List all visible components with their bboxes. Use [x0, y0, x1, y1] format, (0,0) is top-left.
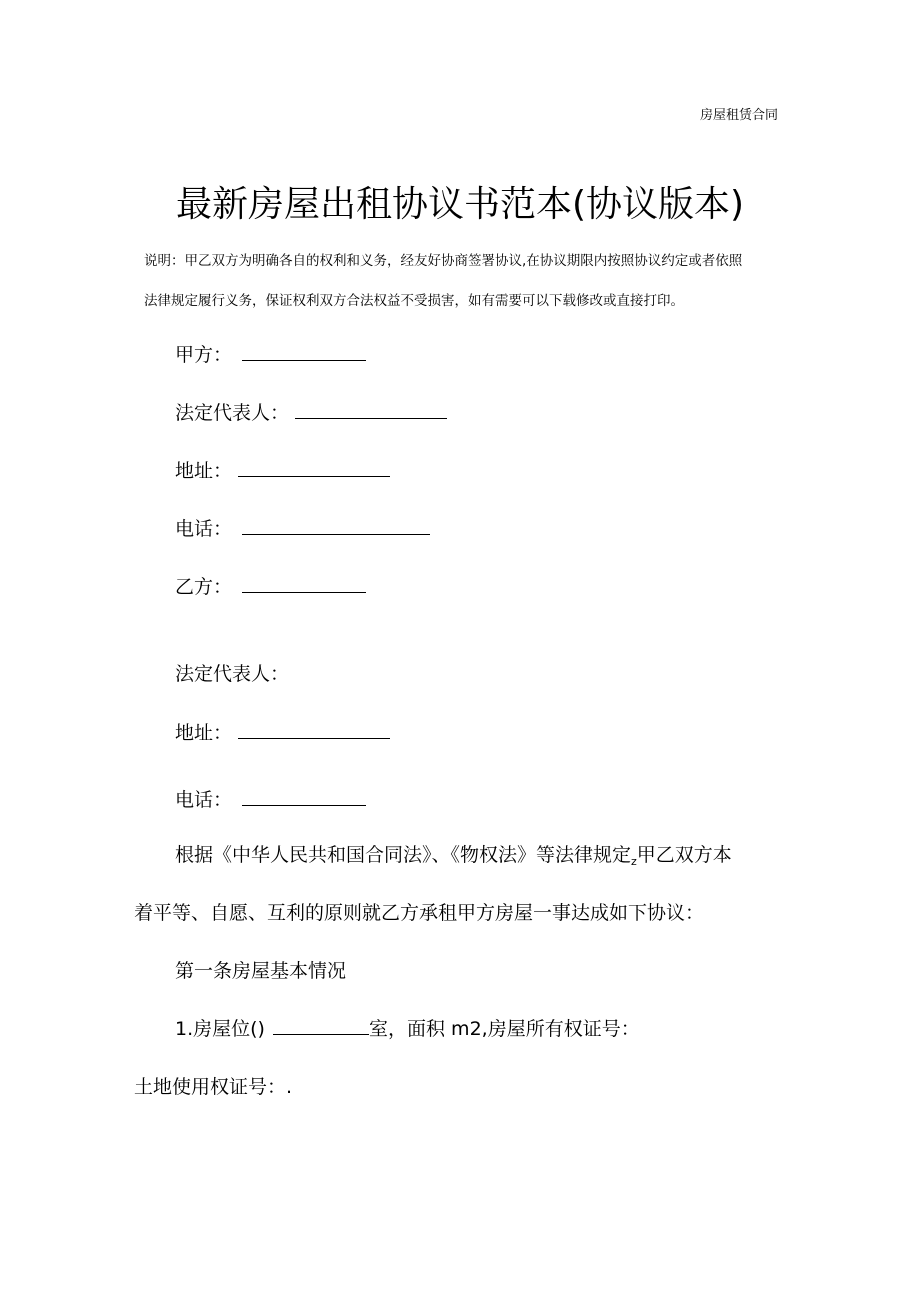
party-b-phone-field: [175, 785, 366, 812]
document-title: 最新房屋出租协议书范本(协议版本): [175, 184, 745, 225]
preamble-line-2: 着平等、自愿、互利的原则就乙方承租甲方房屋一事达成如下协议：: [134, 902, 705, 924]
party-b-phone-blank[interactable]: [242, 787, 366, 806]
party-a-rep-label: 法定代表人：: [175, 402, 290, 424]
description-line-1: 说明：甲乙双方为明确各自的权利和义务，经友好协商签署协议,在协议期限内按照协议约定或者依照: [144, 253, 743, 269]
party-b-address-blank[interactable]: [238, 720, 390, 739]
party-b-name-label: 乙方：: [175, 576, 233, 598]
article-1-item-1: [175, 1014, 640, 1041]
preamble-line-1: [175, 840, 732, 868]
party-a-phone-blank[interactable]: [242, 516, 430, 535]
party-b-address-label: 地址：: [175, 722, 233, 744]
party-a-address-blank[interactable]: [238, 458, 390, 477]
party-a-name-label: 甲方：: [175, 344, 233, 366]
article-1-heading: 第一条房屋基本情况: [175, 960, 347, 982]
party-b-name-field: [175, 572, 366, 599]
article-1-item-1-prefix: 1.房屋位(): [175, 1018, 265, 1040]
description-line-2: 法律规定履行义务，保证权利双方合法权益不受损害，如有需要可以下载修改或直接打印。: [144, 293, 684, 309]
party-a-rep-blank[interactable]: [295, 400, 447, 419]
party-a-name-blank[interactable]: [242, 342, 366, 361]
party-b-name-blank[interactable]: [242, 574, 366, 593]
house-location-blank[interactable]: [273, 1016, 369, 1035]
party-b-address-field: [175, 718, 390, 745]
preamble-stray-mark: z: [631, 855, 637, 868]
land-cert-line: 土地使用权证号：.: [134, 1076, 293, 1098]
party-b-phone-label: 电话：: [175, 789, 233, 811]
party-a-address-label: 地址：: [175, 460, 233, 482]
party-a-rep-field: [175, 398, 447, 425]
article-1-item-1-suffix: 室，面积 m2,房屋所有权证号：: [369, 1018, 640, 1040]
party-b-rep-field: [175, 659, 289, 686]
header-label: 房屋租赁合同: [699, 108, 778, 123]
preamble-line-1-after: 甲乙双方本: [636, 844, 732, 866]
party-a-phone-field: [175, 514, 430, 541]
party-a-name-field: [175, 340, 366, 367]
party-a-address-field: [175, 456, 390, 483]
party-b-rep-label: 法定代表人：: [175, 663, 290, 685]
party-a-phone-label: 电话：: [175, 518, 233, 540]
preamble-line-1-before: 根据《中华人民共和国合同法》、《物权法》等法律规定: [175, 844, 632, 866]
